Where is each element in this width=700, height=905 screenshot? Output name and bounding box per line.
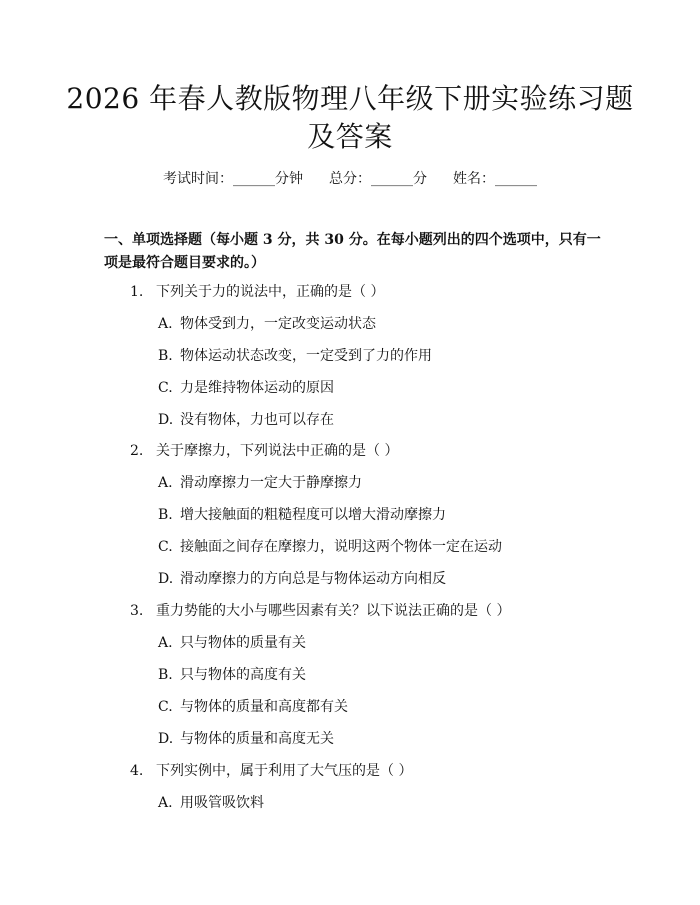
option-text: 没有物体，力也可以存在: [180, 412, 334, 428]
option-text: 与物体的质量和高度无关: [180, 731, 334, 747]
option-letter: D.: [158, 412, 174, 428]
option-letter: B.: [158, 667, 173, 683]
exam-meta-row: [0, 169, 700, 189]
document-title-line-2: 及答案: [307, 120, 393, 153]
answer-option: [158, 793, 264, 813]
option-letter: B.: [158, 348, 173, 364]
answer-option: [158, 346, 432, 366]
option-letter: D.: [158, 571, 174, 587]
option-text: 增大接触面的粗糙程度可以增大滑动摩擦力: [180, 507, 446, 523]
answer-option: [158, 410, 334, 430]
option-letter: C.: [158, 380, 173, 396]
question-text: 下列关于力的说法中，正确的是（ ）: [156, 284, 385, 300]
option-text: 只与物体的高度有关: [180, 667, 306, 683]
answer-option: [158, 569, 446, 589]
answer-option: [158, 633, 306, 653]
question-number: 2.: [130, 443, 144, 459]
option-letter: A.: [158, 316, 173, 332]
document-title: [60, 80, 640, 156]
answer-option: [158, 729, 334, 749]
option-letter: A.: [158, 635, 173, 651]
option-text: 物体受到力，一定改变运动状态: [180, 316, 376, 332]
answer-option: [158, 537, 502, 557]
option-text: 只与物体的质量有关: [180, 635, 306, 651]
student-name-field: 姓名：______: [453, 171, 537, 187]
section-heading: 一、单项选择题（每小题 3 分，共 30 分。在每小题列出的四个选项中，只有一项是最符合题目要求的。）: [104, 232, 601, 271]
question-number: 1.: [130, 284, 144, 300]
answer-option: [158, 473, 362, 493]
document-title-line-1: 2026 年春人教版物理八年级下册实验练习题: [66, 82, 634, 115]
question-text: 关于摩擦力，下列说法中正确的是（ ）: [156, 443, 399, 459]
option-text: 接触面之间存在摩擦力，说明这两个物体一定在运动: [180, 539, 502, 555]
question-text: 下列实例中，属于利用了大气压的是（ ）: [156, 763, 413, 779]
option-text: 物体运动状态改变，一定受到了力的作用: [180, 348, 432, 364]
option-letter: C.: [158, 699, 173, 715]
total-score-field: 总分：______分: [329, 171, 427, 187]
answer-option: [158, 378, 334, 398]
option-text: 滑动摩擦力一定大于静摩擦力: [180, 475, 362, 491]
question-number: 3.: [130, 603, 144, 619]
option-text: 力是维持物体运动的原因: [180, 380, 334, 396]
answer-option: [158, 505, 446, 525]
answer-option: [158, 314, 376, 334]
option-letter: A.: [158, 795, 173, 811]
option-letter: B.: [158, 507, 173, 523]
option-letter: C.: [158, 539, 173, 555]
answer-option: [158, 665, 306, 685]
option-letter: D.: [158, 731, 174, 747]
answer-option: [158, 697, 348, 717]
option-text: 与物体的质量和高度都有关: [180, 699, 348, 715]
question-text: 重力势能的大小与哪些因素有关？以下说法正确的是（ ）: [156, 603, 511, 619]
option-letter: A.: [158, 475, 173, 491]
question-number: 4.: [130, 763, 144, 779]
option-text: 用吸管吸饮料: [180, 795, 264, 811]
exam-time-field: 考试时间：______分钟: [163, 171, 303, 187]
option-text: 滑动摩擦力的方向总是与物体运动方向相反: [180, 571, 446, 587]
